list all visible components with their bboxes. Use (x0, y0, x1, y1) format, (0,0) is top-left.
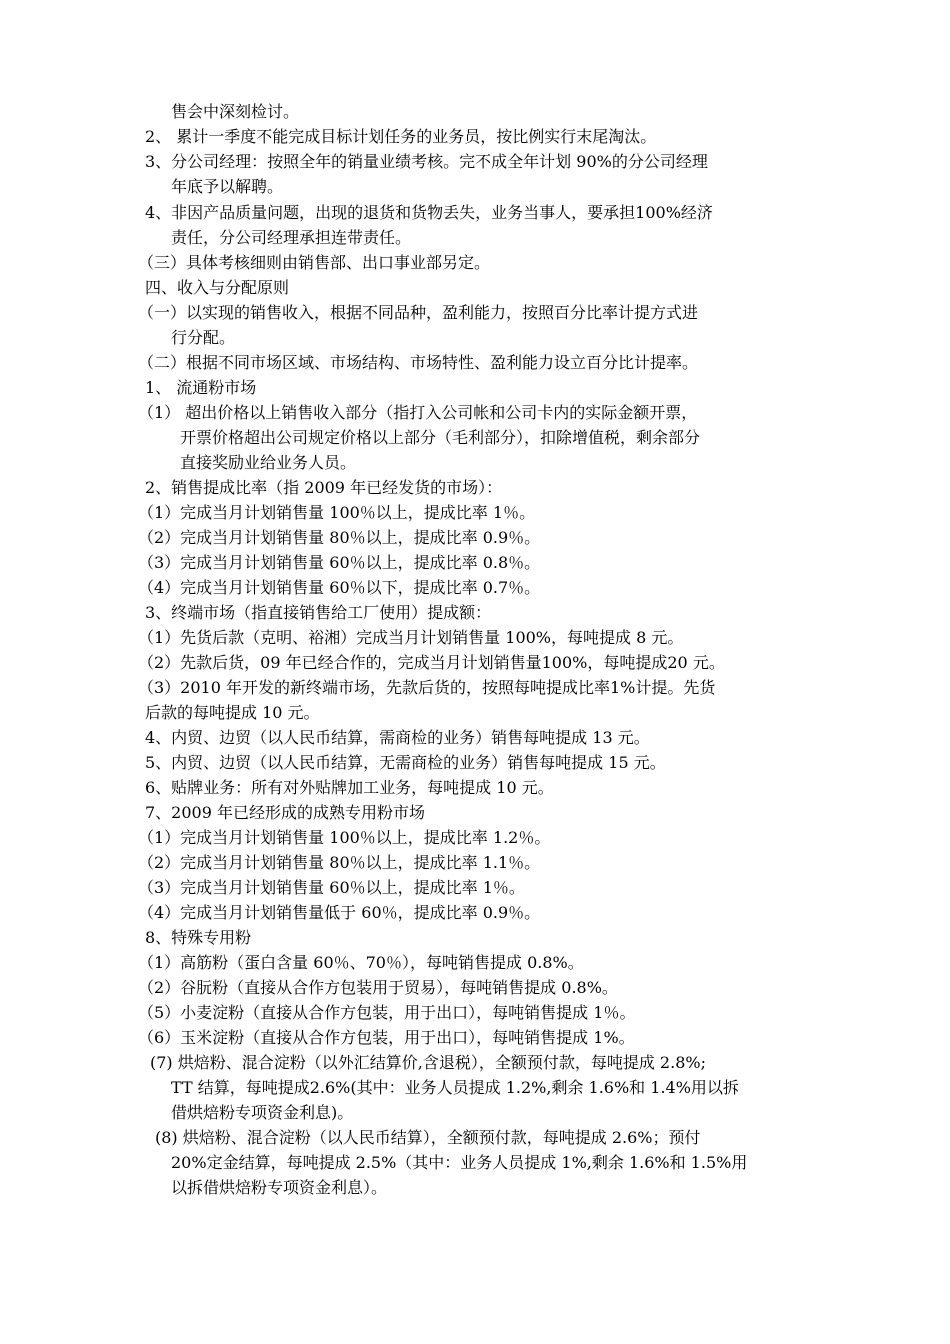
text-line: （4）完成当月计划销售量低于 60％，提成比率 0.9％。 (138, 903, 541, 922)
text-line: 4、内贸、边贸（以人民币结算，需商检的业务）销售每吨提成 13 元。 (145, 728, 650, 747)
text-line: (7) 烘焙粉、混合淀粉（以外汇结算价,含退税），全额预付款，每吨提成 2.8%; (150, 1053, 706, 1072)
text-line: （3）完成当月计划销售量 60％以上，提成比率 1％。 (138, 878, 525, 897)
text-line: 2、 累计一季度不能完成目标计划任务的业务员，按比例实行末尾淘汰。 (145, 127, 657, 146)
text-line: （2）先款后货，09 年已经合作的，完成当月计划销售量100%，每吨提成20 元。 (138, 653, 725, 672)
text-line: （2）完成当月计划销售量 80％以上，提成比率 0.9％。 (138, 528, 541, 547)
text-line: 直接奖励业给业务人员。 (180, 453, 357, 472)
text-line: 年底予以解聘。 (171, 177, 284, 196)
text-line: （一）以实现的销售收入，根据不同品种，盈利能力，按照百分比率计提方式进 (138, 303, 699, 322)
text-line: 责任，分公司经理承担连带责任。 (171, 228, 412, 247)
text-line: 7、2009 年已经形成的成熟专用粉市场 (145, 803, 425, 822)
text-line: （2）谷朊粉（直接从合作方包装用于贸易），每吨销售提成 0.8%。 (138, 978, 618, 997)
text-line: （1）完成当月计划销售量 100％以上，提成比率 1％。 (138, 503, 536, 522)
text-line: 后款的每吨提成 10 元。 (145, 703, 320, 722)
text-line: TT 结算，每吨提成2.6%(其中：业务人员提成 1.2%,剩余 1.6%和 1.4%用以拆 (171, 1078, 739, 1097)
text-line: （3）完成当月计划销售量 60％以上，提成比率 0.8％。 (138, 553, 541, 572)
text-line: 1、 流通粉市场 (145, 378, 257, 397)
text-line: 行分配。 (171, 328, 236, 347)
text-line: （1）高筋粉（蛋白含量 60％、70％），每吨销售提成 0.8%。 (138, 953, 584, 972)
text-line: 20%定金结算，每吨提成 2.5%（其中：业务人员提成 1%,剩余 1.6%和 1.5%用 (171, 1153, 748, 1172)
text-line: （4）完成当月计划销售量 60％以下，提成比率 0.7％。 (138, 578, 541, 597)
text-line: 售会中深刻检讨。 (171, 102, 300, 121)
text-line: 开票价格超出公司规定价格以上部分（毛利部分），扣除增值税，剩余部分 (180, 428, 701, 447)
text-line: 3、终端市场（指直接销售给工厂使用）提成额： (145, 603, 492, 622)
text-line: 2、销售提成比率（指 2009 年已经发货的市场）： (145, 478, 503, 497)
text-line: （1）先货后款（克明、裕湘）完成当月计划销售量 100%，每吨提成 8 元。 (138, 628, 684, 647)
text-line: （6）玉米淀粉（直接从合作方包装，用于出口），每吨销售提成 1%。 (138, 1028, 635, 1047)
text-line: 3、分公司经理：按照全年的销量业绩考核。完不成全年计划 90%的分公司经理 (145, 152, 708, 171)
text-line: 以拆借烘焙粉专项资金利息）。 (171, 1178, 388, 1197)
text-line: （3）2010 年开发的新终端市场，先款后货的，按照每吨提成比率1%计提。先货 (138, 678, 716, 697)
text-line: （5）小麦淀粉（直接从合作方包装，用于出口），每吨销售提成 1％。 (138, 1003, 636, 1022)
text-line: （二）根据不同市场区域、市场结构、市场特性、盈利能力设立百分比计提率。 (138, 353, 699, 372)
text-line: （三）具体考核细则由销售部、出口事业部另定。 (138, 253, 491, 272)
text-line: 4、非因产品质量问题，出现的退货和货物丢失，业务当事人，要承担100%经济 (145, 203, 713, 222)
text-line: 5、内贸、边贸（以人民币结算，无需商检的业务）销售每吨提成 15 元。 (145, 753, 666, 772)
text-line: 借烘焙粉专项资金利息)。 (171, 1103, 354, 1122)
section-heading: 四、收入与分配原则 (145, 278, 290, 297)
text-line: (8) 烘焙粉、混合淀粉（以人民币结算），全额预付款，每吨提成 2.6%；预付 (155, 1128, 701, 1147)
text-line: （1） 超出价格以上销售收入部分（指打入公司帐和公司卡内的实际金额开票， (138, 403, 698, 422)
text-line: （2）完成当月计划销售量 80％以上，提成比率 1.1％。 (138, 853, 541, 872)
text-line: 6、贴牌业务：所有对外贴牌加工业务，每吨提成 10 元。 (145, 778, 554, 797)
text-line: （1）完成当月计划销售量 100％以上，提成比率 1.2％。 (138, 828, 551, 847)
text-line: 8、特殊专用粉 (145, 928, 252, 947)
